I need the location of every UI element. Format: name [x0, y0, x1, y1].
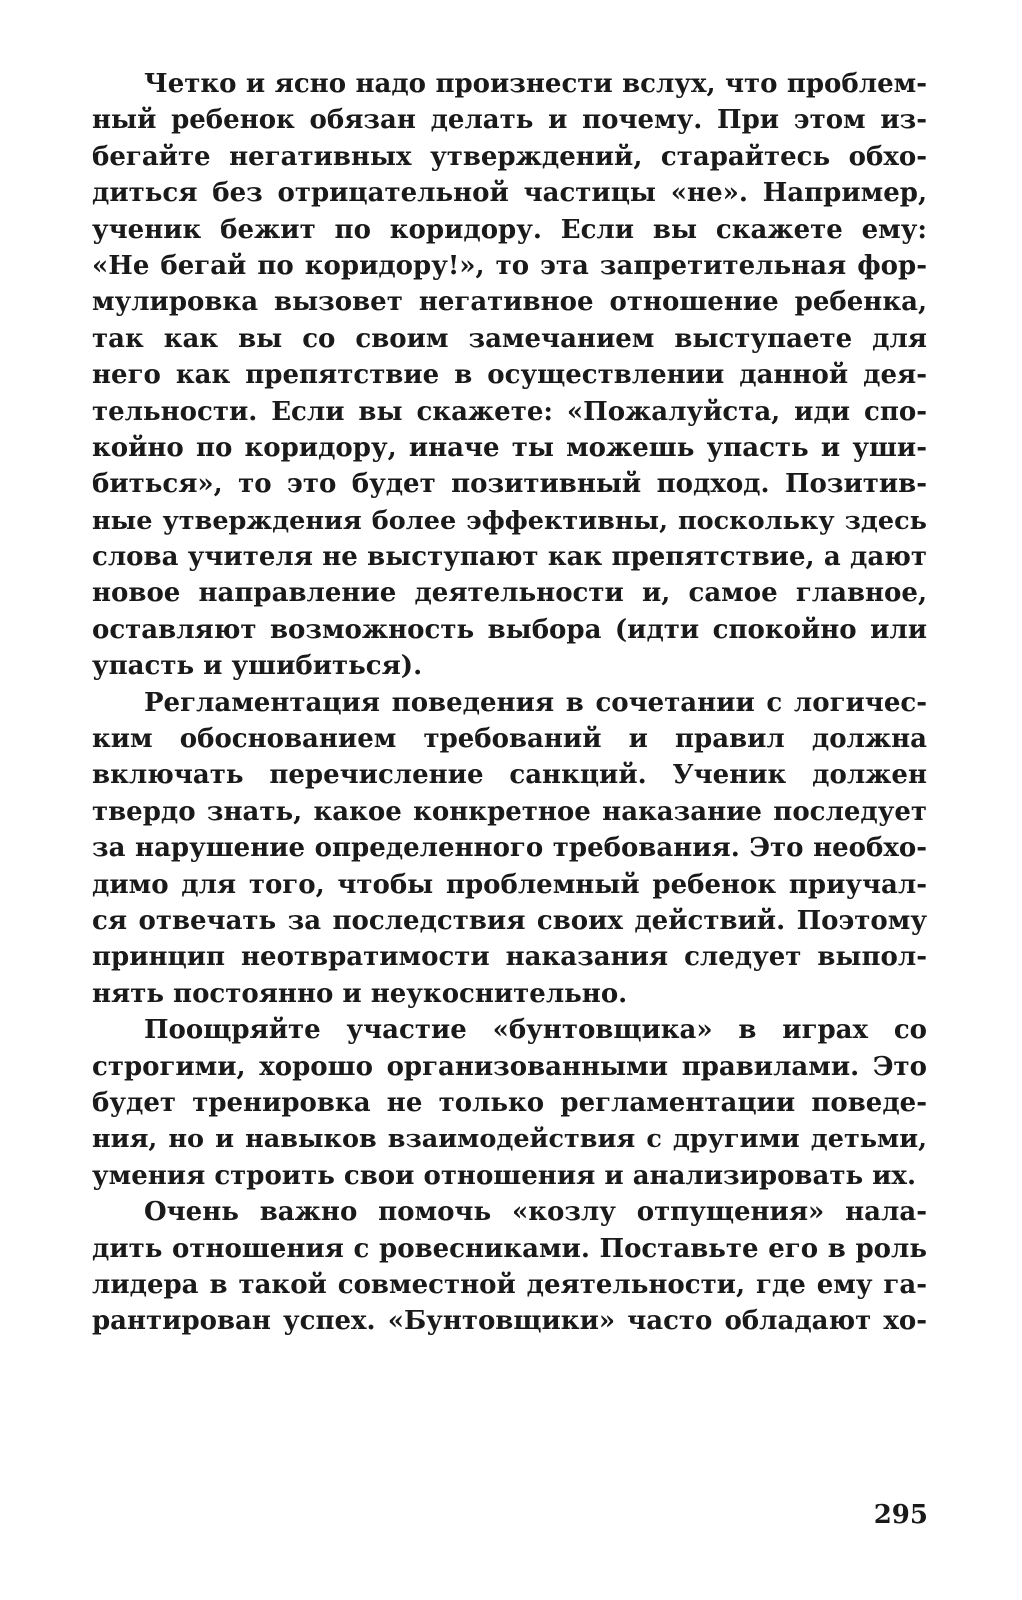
text-line: будет тренировка не только регламентации поведе- [92, 1087, 927, 1118]
text-line: койно по коридору, иначе ты можешь упасть и уши- [92, 432, 927, 463]
text-line: бегайте негативных утверждений, старайтесь обхо- [92, 141, 927, 172]
text-line: ные утверждения более эффективны, поскольку здесь [92, 505, 927, 536]
text-line: оставляют возможность выбора (идти спокойно или [92, 614, 927, 645]
text-line: тельности. Если вы скажете: «Пожалуйста, иди спо- [92, 396, 927, 427]
text-line: дить отношения с ровесниками. Поставьте его в роль [92, 1233, 927, 1264]
page-number: 295 [873, 1500, 928, 1530]
text-line: за нарушение определенного требования. Это необхо- [92, 833, 927, 864]
text-line: Регламентация поведения в сочетании с логичес- [144, 687, 927, 718]
text-line: слова учителя не выступают как препятствие, а дают [92, 542, 927, 573]
text-line: рантирован успех. «Бунтовщики» часто обладают хо- [92, 1306, 927, 1337]
text-line: принцип неотвратимости наказания следует выпол- [92, 942, 927, 973]
text-line: Поощряйте участие «бунтовщика» в играх со [144, 1015, 927, 1046]
text-line: ния, но и навыков взаимодействия с другими детьми, [92, 1124, 927, 1155]
text-line: новое направление деятельности и, самое главное, [92, 578, 927, 609]
text-line: нять постоянно и неукоснительно. [92, 978, 628, 1009]
page-body [92, 66, 927, 1340]
text-line: ный ребенок обязан делать и почему. При этом из- [92, 105, 927, 136]
text-line: диться без отрицательной частицы «не». Например, [92, 178, 927, 209]
text-line: включать перечисление санкций. Ученик должен [92, 760, 927, 791]
text-line: ким обоснованием требований и правил должна [92, 724, 927, 755]
text-line: мулировка вызовет негативное отношение ребенка, [92, 287, 927, 318]
text-line: умения строить свои отношения и анализировать их. [92, 1160, 916, 1191]
text-line: «Не бегай по коридору!», то эта запретительная фор- [92, 250, 927, 281]
text-line: твердо знать, какое конкретное наказание последует [92, 796, 927, 827]
text-line: строгими, хорошо организованными правилами. Это [92, 1051, 927, 1082]
text-line: Четко и ясно надо произнести вслух, что проблем- [144, 69, 927, 99]
text-line: димо для того, чтобы проблемный ребенок приучал- [92, 869, 927, 900]
text-line: биться», то это будет позитивный подход. Позитив- [92, 469, 927, 500]
text-line: лидера в такой совместной деятельности, где ему га- [92, 1269, 927, 1300]
text-line: упасть и ушибиться). [92, 651, 423, 682]
text-line: ученик бежит по коридору. Если вы скажете ему: [92, 214, 927, 245]
text-line: так как вы со своим замечанием выступаете для [92, 323, 927, 354]
text-line: ся отвечать за последствия своих действий. Поэтому [92, 905, 927, 936]
text-line: Очень важно помочь «козлу отпущения» нала- [144, 1197, 927, 1228]
text-line: него как препятствие в осуществлении данной дея- [92, 360, 927, 391]
